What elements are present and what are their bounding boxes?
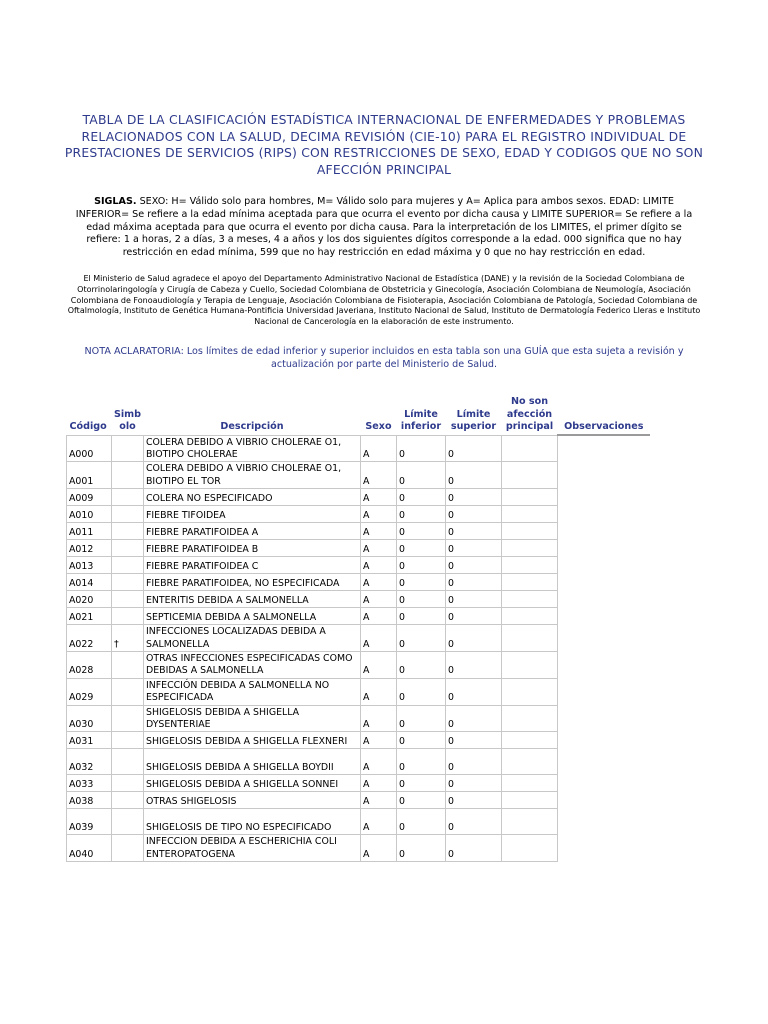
cell-limite-inferior: 0 (397, 574, 446, 591)
cell-descripcion: SEPTICEMIA DEBIDA A SALMONELLA (144, 608, 361, 625)
cell-codigo: A013 (67, 557, 112, 574)
cell-limite-inferior: 0 (397, 732, 446, 749)
cell-limite-inferior: 0 (397, 651, 446, 678)
cell-limite-superior: 0 (446, 835, 502, 862)
cell-codigo: A040 (67, 835, 112, 862)
cell-limite-superior: 0 (446, 625, 502, 652)
cell-sexo: A (361, 678, 397, 705)
cell-observaciones (558, 540, 651, 557)
col-header-sexo: Sexo (365, 421, 392, 432)
cell-limite-superior: 0 (446, 651, 502, 678)
cell-simbolo (112, 749, 144, 775)
cell-descripcion: FIEBRE TIFOIDEA (144, 506, 361, 523)
cell-no-afeccion (502, 809, 558, 835)
table-row (67, 792, 651, 809)
cell-descripcion: SHIGELOSIS DEBIDA A SHIGELLA DYSENTERIAE (144, 705, 361, 732)
cell-observaciones (558, 775, 651, 792)
cell-limite-inferior: 0 (397, 489, 446, 506)
cell-limite-inferior: 0 (397, 749, 446, 775)
cell-codigo: A009 (67, 489, 112, 506)
cell-simbolo (112, 651, 144, 678)
cell-no-afeccion (502, 574, 558, 591)
cell-codigo: A012 (67, 540, 112, 557)
cell-descripcion: FIEBRE PARATIFOIDEA, NO ESPECIFICADA (144, 574, 361, 591)
table-row (67, 749, 651, 775)
cell-codigo: A020 (67, 591, 112, 608)
table-row (67, 651, 651, 678)
cell-observaciones (558, 523, 651, 540)
cell-limite-superior: 0 (446, 435, 502, 462)
cell-limite-superior: 0 (446, 591, 502, 608)
col-header-no-afeccion: No son afección principal (505, 396, 554, 432)
cell-simbolo (112, 809, 144, 835)
cell-simbolo (112, 678, 144, 705)
cell-descripcion: SHIGELOSIS DEBIDA A SHIGELLA FLEXNERI (144, 732, 361, 749)
cell-limite-superior: 0 (446, 557, 502, 574)
cell-descripcion: OTRAS SHIGELOSIS (144, 792, 361, 809)
cell-no-afeccion (502, 749, 558, 775)
cell-sexo: A (361, 651, 397, 678)
cell-limite-inferior: 0 (397, 775, 446, 792)
cell-codigo: A014 (67, 574, 112, 591)
cell-simbolo (112, 435, 144, 462)
cell-descripcion: FIEBRE PARATIFOIDEA A (144, 523, 361, 540)
cell-no-afeccion (502, 489, 558, 506)
cell-limite-superior: 0 (446, 608, 502, 625)
cell-limite-superior: 0 (446, 792, 502, 809)
cell-simbolo (112, 540, 144, 557)
cell-codigo: A031 (67, 732, 112, 749)
cell-descripcion: SHIGELOSIS DE TIPO NO ESPECIFICADO (144, 809, 361, 835)
table-row (67, 435, 651, 462)
table-row (67, 557, 651, 574)
cell-limite-superior: 0 (446, 732, 502, 749)
cell-no-afeccion (502, 435, 558, 462)
cell-descripcion: OTRAS INFECCIONES ESPECIFICADAS COMO DEBIDAS A SALMONELLA (144, 651, 361, 678)
cell-limite-superior: 0 (446, 809, 502, 835)
cell-no-afeccion (502, 523, 558, 540)
table-row (67, 835, 651, 862)
cell-observaciones (558, 705, 651, 732)
table-row (67, 462, 651, 489)
col-header-simbolo: Simb olo (113, 408, 142, 432)
cell-observaciones (558, 557, 651, 574)
cell-limite-inferior: 0 (397, 678, 446, 705)
cell-limite-inferior: 0 (397, 625, 446, 652)
cell-sexo: A (361, 705, 397, 732)
cell-observaciones (558, 732, 651, 749)
cell-sexo: A (361, 489, 397, 506)
cell-sexo: A (361, 835, 397, 862)
cell-codigo: A032 (67, 749, 112, 775)
cell-descripcion: INFECCIÓN DEBIDA A SALMONELLA NO ESPECIFICADA (144, 678, 361, 705)
cell-simbolo (112, 506, 144, 523)
cell-sexo: A (361, 574, 397, 591)
cell-simbolo (112, 792, 144, 809)
cell-limite-superior: 0 (446, 705, 502, 732)
cell-no-afeccion (502, 835, 558, 862)
cell-no-afeccion (502, 651, 558, 678)
cell-observaciones (558, 591, 651, 608)
cell-no-afeccion (502, 608, 558, 625)
table-row (67, 608, 651, 625)
cell-codigo: A038 (67, 792, 112, 809)
cell-codigo: A022 (67, 625, 112, 652)
cell-limite-inferior: 0 (397, 792, 446, 809)
table-row (67, 705, 651, 732)
cell-limite-inferior: 0 (397, 462, 446, 489)
cell-sexo: A (361, 732, 397, 749)
cell-observaciones (558, 574, 651, 591)
cell-limite-superior: 0 (446, 506, 502, 523)
cell-limite-inferior: 0 (397, 705, 446, 732)
cell-no-afeccion (502, 540, 558, 557)
table-row (67, 625, 651, 652)
cell-simbolo: † (112, 625, 144, 652)
col-header-descripcion: Descripción (220, 421, 284, 432)
cell-observaciones (558, 792, 651, 809)
cell-descripcion: ENTERITIS DEBIDA A SALMONELLA (144, 591, 361, 608)
cell-sexo: A (361, 506, 397, 523)
cell-limite-inferior: 0 (397, 608, 446, 625)
cell-observaciones (558, 651, 651, 678)
cell-limite-inferior: 0 (397, 557, 446, 574)
cell-simbolo (112, 775, 144, 792)
cell-observaciones (558, 678, 651, 705)
cell-limite-superior: 0 (446, 574, 502, 591)
cell-limite-inferior: 0 (397, 835, 446, 862)
cell-sexo: A (361, 792, 397, 809)
cell-simbolo (112, 705, 144, 732)
cell-simbolo (112, 591, 144, 608)
cell-codigo: A000 (67, 435, 112, 462)
cell-no-afeccion (502, 506, 558, 523)
cell-limite-inferior: 0 (397, 591, 446, 608)
cell-simbolo (112, 462, 144, 489)
cell-simbolo (112, 732, 144, 749)
cell-observaciones (558, 749, 651, 775)
cell-sexo: A (361, 809, 397, 835)
cell-simbolo (112, 523, 144, 540)
cell-no-afeccion (502, 591, 558, 608)
cell-simbolo (112, 574, 144, 591)
table-row (67, 523, 651, 540)
cell-descripcion: INFECCIONES LOCALIZADAS DEBIDA A SALMONELLA (144, 625, 361, 652)
siglas-label: SIGLAS. (94, 196, 137, 207)
cell-simbolo (112, 835, 144, 862)
col-header-limite-inferior: Límite inferior (400, 408, 442, 432)
cell-codigo: A030 (67, 705, 112, 732)
cell-sexo: A (361, 435, 397, 462)
cell-observaciones (558, 835, 651, 862)
cell-observaciones (558, 506, 651, 523)
cell-no-afeccion (502, 625, 558, 652)
cell-limite-superior: 0 (446, 489, 502, 506)
nota-aclaratoria: NOTA ACLARATORIA: Los límites de edad inferior y superior incluidos en esta tabla son una GUÍA que esta sujeta a revisión y actualización por parte del Ministerio de Salud. (84, 346, 684, 370)
cell-no-afeccion (502, 678, 558, 705)
cell-sexo: A (361, 523, 397, 540)
cell-simbolo (112, 557, 144, 574)
document-title: TABLA DE LA CLASIFICACIÓN ESTADÍSTICA INTERNACIONAL DE ENFERMEDADES Y PROBLEMAS RELACIONADOS CON LA SALUD, DECIMA REVISIÓN (CIE-10) PARA EL REGISTRO INDIVIDUAL DE PRESTACIONES DE SERVICIOS (RIPS) CON RESTRICCIONES DE SEXO, EDAD Y CODIGOS QUE NO SON AFECCIÓN PRINCIPAL (64, 112, 704, 177)
cell-no-afeccion (502, 557, 558, 574)
table-row (67, 678, 651, 705)
cie10-table (66, 396, 650, 862)
cell-limite-superior: 0 (446, 775, 502, 792)
cell-codigo: A001 (67, 462, 112, 489)
col-header-limite-superior: Límite superior (450, 408, 497, 432)
cell-limite-inferior: 0 (397, 506, 446, 523)
cell-limite-superior: 0 (446, 462, 502, 489)
table-header-row (67, 396, 651, 435)
cell-simbolo (112, 489, 144, 506)
cell-descripcion: FIEBRE PARATIFOIDEA B (144, 540, 361, 557)
cell-codigo: A033 (67, 775, 112, 792)
cell-no-afeccion (502, 792, 558, 809)
cell-limite-superior: 0 (446, 678, 502, 705)
cell-observaciones (558, 809, 651, 835)
cell-codigo: A010 (67, 506, 112, 523)
table-body (67, 435, 651, 862)
cell-limite-inferior: 0 (397, 523, 446, 540)
table-row (67, 540, 651, 557)
table-row (67, 732, 651, 749)
cell-limite-inferior: 0 (397, 435, 446, 462)
siglas-text: SEXO: H= Válido solo para hombres, M= Válido solo para mujeres y A= Aplica para ambos sexos. EDAD: LIMITE INFERIOR= Se refiere a la edad mínima aceptada para que ocurra el evento por dicha causa y LIMITE SUPERIOR= Se refiere a la edad máxima aceptada para que ocurra el evento por dicha causa. Para la interpretación de los LIMITES, el primer dígito se refiere: 1 a horas, 2 a días, 3 a meses, 4 a años y los dos siguientes dígitos corresponde a la edad. 000 significa que no hay restricción en edad mínima, 599 que no hay restricción en edad máxima y 0 que no hay restricción en edad. (75, 196, 693, 259)
cell-limite-inferior: 0 (397, 809, 446, 835)
cell-limite-superior: 0 (446, 540, 502, 557)
cell-sexo: A (361, 462, 397, 489)
table-row (67, 489, 651, 506)
table-row (67, 506, 651, 523)
cell-sexo: A (361, 557, 397, 574)
cell-no-afeccion (502, 732, 558, 749)
cell-no-afeccion (502, 462, 558, 489)
table-row (67, 591, 651, 608)
table-row (67, 574, 651, 591)
cell-descripcion: COLERA DEBIDO A VIBRIO CHOLERAE O1, BIOTIPO EL TOR (144, 462, 361, 489)
cell-observaciones (558, 462, 651, 489)
cell-simbolo (112, 608, 144, 625)
siglas-paragraph (70, 196, 698, 260)
cell-codigo: A028 (67, 651, 112, 678)
cell-observaciones (558, 435, 651, 462)
cell-descripcion: FIEBRE PARATIFOIDEA C (144, 557, 361, 574)
cell-descripcion: SHIGELOSIS DEBIDA A SHIGELLA SONNEI (144, 775, 361, 792)
col-header-observaciones: Observaciones (558, 396, 651, 435)
col-header-codigo: Código (69, 421, 107, 432)
cell-codigo: A021 (67, 608, 112, 625)
table-row (67, 775, 651, 792)
cell-observaciones (558, 489, 651, 506)
cell-codigo: A039 (67, 809, 112, 835)
cell-sexo: A (361, 540, 397, 557)
cell-sexo: A (361, 775, 397, 792)
cell-sexo: A (361, 591, 397, 608)
cell-no-afeccion (502, 775, 558, 792)
table-row (67, 809, 651, 835)
cell-observaciones (558, 625, 651, 652)
cell-limite-superior: 0 (446, 749, 502, 775)
acknowledgement-paragraph: El Ministerio de Salud agradece el apoyo del Departamento Administrativo Nacional de Estadística (DANE) y la revisión de la Sociedad Colombiana de Otorrinolaringología y Cirugía de Cabeza y Cuello, Sociedad Colombiana de Obstetricia y Ginecología, Asociación Colombiana de Neumología, Asociación Colombiana de Fonoaudiología y Terapia de Lenguaje, Asociación Colombiana de Fisioterapia, Asociación Colombiana de Patología, Sociedad Colombiana de Oftalmología, Instituto de Genética Humana-Pontificia Universidad Javeriana, Instituto Nacional de Salud, Instituto de Dermatología Federico Lleras e Instituto Nacional de Cancerología en la elaboración de este instrumento. (67, 274, 701, 327)
cell-descripcion: INFECCION DEBIDA A ESCHERICHIA COLI ENTEROPATOGENA (144, 835, 361, 862)
cell-codigo: A011 (67, 523, 112, 540)
cell-no-afeccion (502, 705, 558, 732)
cell-codigo: A029 (67, 678, 112, 705)
cell-descripcion: COLERA DEBIDO A VIBRIO CHOLERAE O1, BIOTIPO CHOLERAE (144, 435, 361, 462)
cell-observaciones (558, 608, 651, 625)
cell-limite-superior: 0 (446, 523, 502, 540)
cell-sexo: A (361, 625, 397, 652)
cell-sexo: A (361, 608, 397, 625)
cell-descripcion: COLERA NO ESPECIFICADO (144, 489, 361, 506)
cell-sexo: A (361, 749, 397, 775)
cell-descripcion: SHIGELOSIS DEBIDA A SHIGELLA BOYDII (144, 749, 361, 775)
cell-limite-inferior: 0 (397, 540, 446, 557)
